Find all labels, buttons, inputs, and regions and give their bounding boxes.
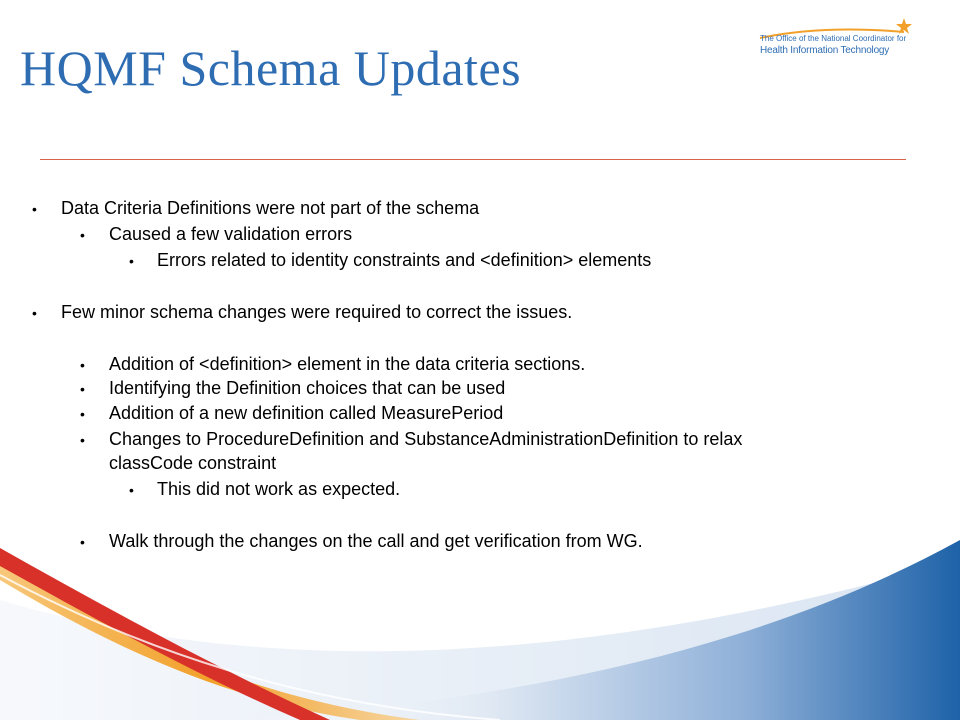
list-item-text: Caused a few validation errors xyxy=(109,224,353,244)
slide-title: HQMF Schema Updates xyxy=(20,40,522,96)
bullet-marker: • xyxy=(80,227,85,243)
bullet-marker: • xyxy=(129,482,134,498)
title-divider xyxy=(40,159,906,160)
list-item-text: Few minor schema changes were required to correct the issues. xyxy=(61,302,573,322)
bullet-marker: • xyxy=(80,432,85,448)
list-item-text: Addition of a new definition called MeasurePeriod xyxy=(109,403,504,423)
bullet-marker: • xyxy=(32,305,37,321)
list-item-text: Identifying the Definition choices that can be used xyxy=(109,378,506,398)
list-item-text: Addition of <definition> element in the data criteria sections. xyxy=(109,354,586,374)
list-item-text: Data Criteria Definitions were not part of the schema xyxy=(61,198,480,218)
onc-logo xyxy=(758,18,928,62)
bullet-marker: • xyxy=(129,253,134,269)
logo-text-line1: The Office of the National Coordinator for xyxy=(760,34,907,43)
bullet-marker: • xyxy=(32,201,37,217)
bullet-marker: • xyxy=(80,381,85,397)
bullet-marker: • xyxy=(80,534,85,550)
list-item-text: Changes to ProcedureDefinition and SubstanceAdministrationDefinition to relax xyxy=(109,429,743,449)
list-item-text: classCode constraint xyxy=(109,453,277,473)
bullet-marker: • xyxy=(80,406,85,422)
list-item-text: Walk through the changes on the call and get verification from WG. xyxy=(109,531,643,551)
bullet-marker: • xyxy=(80,357,85,373)
list-item-text: Errors related to identity constraints and <definition> elements xyxy=(157,250,652,270)
star-icon xyxy=(896,18,912,34)
list-item-text: This did not work as expected. xyxy=(157,479,401,499)
logo-text-line2: Health Information Technology xyxy=(760,45,890,56)
